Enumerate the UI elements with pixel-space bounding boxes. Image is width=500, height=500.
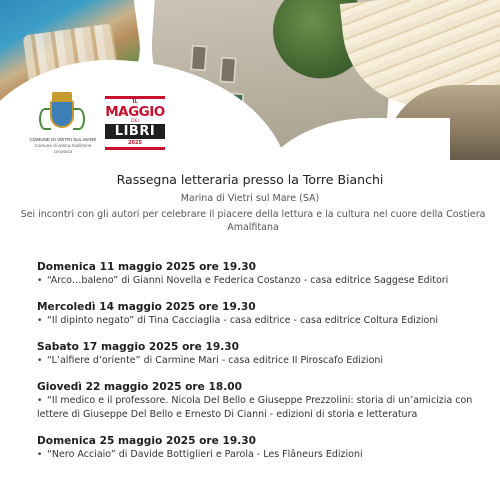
event-item — [37, 341, 487, 368]
event-detail: “Nero Acciaio” di Davide Bottiglieri e Parola - Les Flâneurs Edizioni — [47, 449, 363, 460]
bullet-icon: • — [37, 276, 43, 286]
event-detail: “Il medico e il professore. Nicola Del Bello e Giuseppe Prezzolini: storia di un’amicizia con lettere di Giuseppe Del Bello e Ernesto Di Cianni - edizioni di storia e letteratura — [37, 395, 473, 420]
shield-icon — [50, 100, 74, 128]
laurel-right-icon — [73, 108, 85, 130]
event-detail: “Arco…baleno” di Gianni Novella e Federica Costanzo - casa editrice Saggese Editori — [47, 275, 449, 286]
event-date: Domenica 11 maggio 2025 ore 19.30 — [37, 261, 257, 273]
comune-name: COMUNE DI VIETRI SUL MARE — [29, 137, 97, 142]
location-subtitle: Marina di Vietri sul Mare (SA) — [180, 193, 320, 204]
event-date: Giovedì 22 maggio 2025 ore 18.00 — [37, 381, 243, 393]
description: Sei incontri con gli autori per celebrare il piacere della lettura e la cultura nel cuore della Costiera Amalfitana — [20, 209, 486, 233]
bullet-icon: • — [37, 450, 43, 460]
page-title: Rassegna letteraria presso la Torre Bianchi — [116, 172, 384, 187]
comune-tagline: Comune di antica tradizione ceramica — [34, 143, 92, 154]
event-date: Domenica 25 maggio 2025 ore 19.30 — [37, 435, 257, 447]
bullet-icon: • — [37, 356, 43, 366]
events-list — [37, 261, 487, 475]
event-item — [37, 301, 487, 328]
logo-libri: LIBRI — [114, 124, 156, 139]
event-item — [37, 261, 487, 288]
event-date: Sabato 17 maggio 2025 ore 19.30 — [37, 341, 239, 353]
logo-il: IL — [132, 99, 138, 105]
event-detail: “Il dipinto negato” di Tina Cacciaglia - casa editrice - casa editrice Coltura Edizioni — [47, 315, 439, 326]
bullet-icon: • — [37, 316, 43, 326]
bullet-icon: • — [37, 396, 43, 406]
event-date: Mercoledì 14 maggio 2025 ore 19.30 — [37, 301, 256, 313]
comune-vietri-crest-logo — [28, 92, 98, 158]
logo-maggio: MAGGIO — [105, 104, 165, 120]
maggio-dei-libri-logo — [105, 96, 165, 150]
logo-dei: DEI — [131, 119, 139, 124]
event-item — [37, 435, 487, 462]
event-detail: “L’alfiere d’oriente” di Carmine Mari - casa editrice Il Piroscafo Edizioni — [47, 355, 384, 366]
event-item — [37, 381, 487, 422]
logo-year: 2025 — [128, 140, 142, 146]
